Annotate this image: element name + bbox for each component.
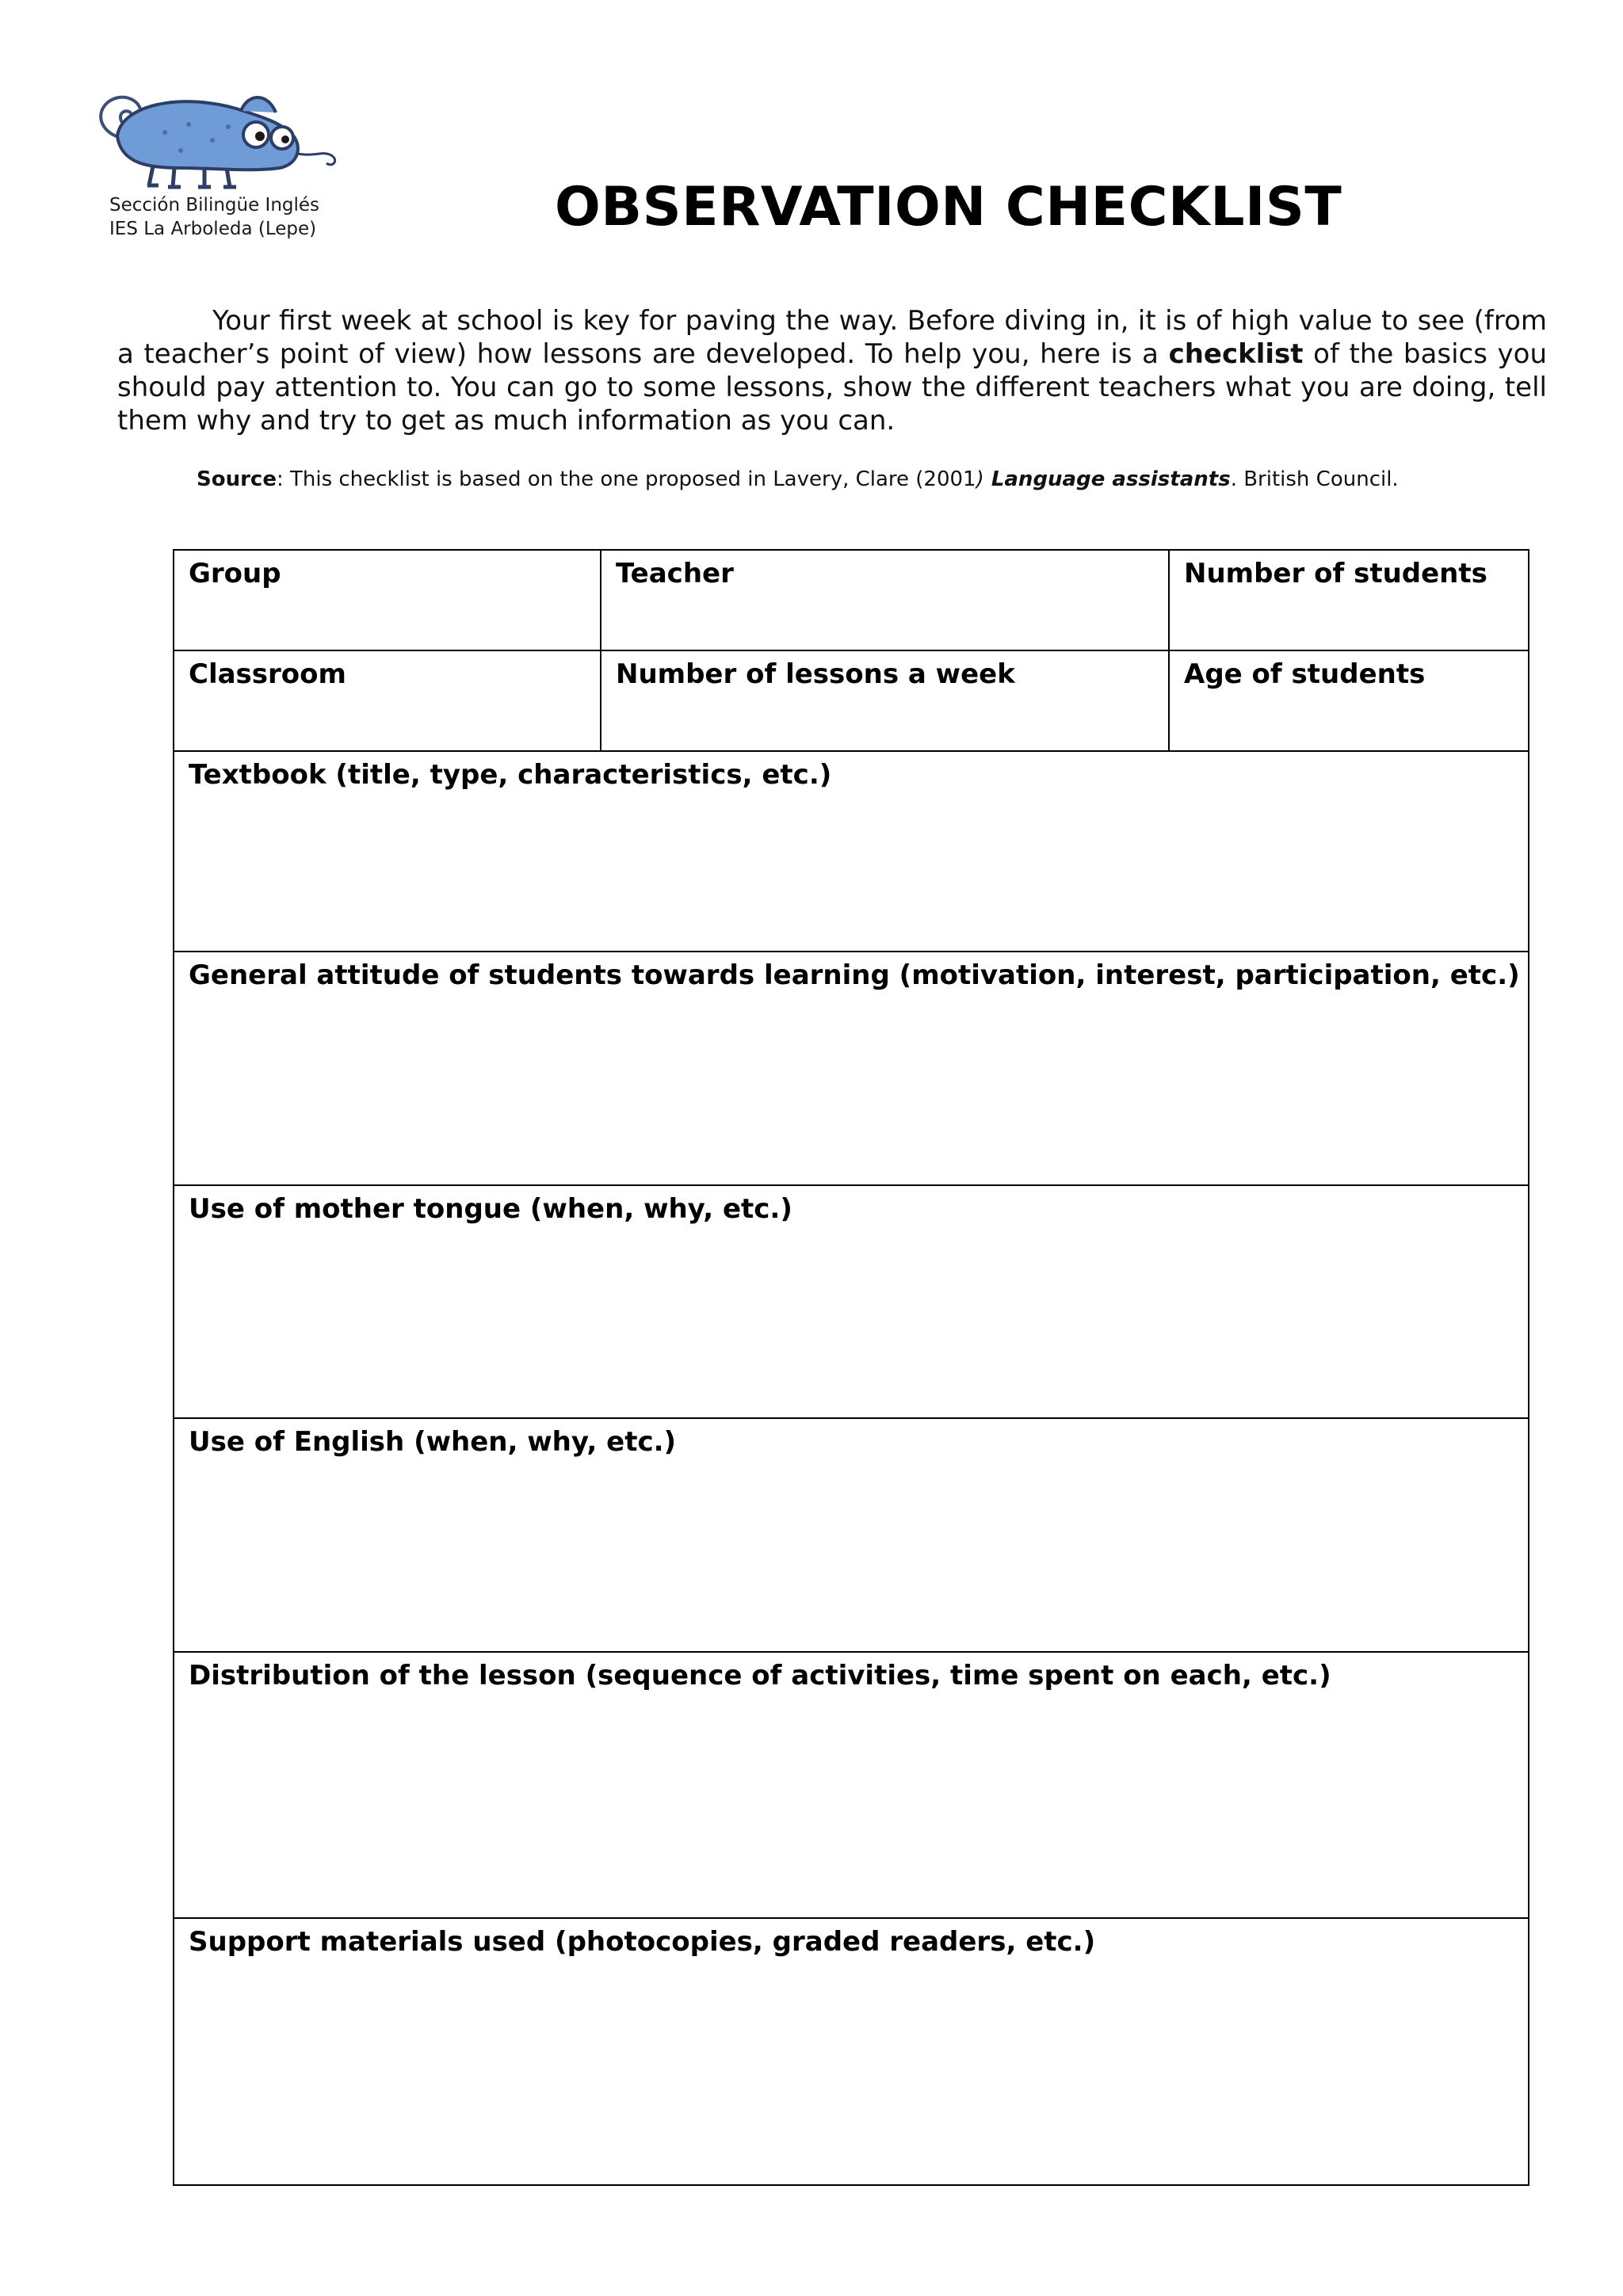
source-paren: ) — [976, 467, 984, 491]
cell-teacher[interactable]: Teacher — [600, 551, 1168, 650]
source-label: Source — [197, 467, 277, 491]
logo-line-1: Sección Bilingüe Inglés — [109, 195, 320, 215]
school-logo — [86, 89, 355, 247]
source-text-2: . British Council. — [1230, 467, 1399, 491]
cell-support-materials[interactable]: Support materials used (photocopies, graded readers, etc.) — [189, 1926, 1096, 1958]
cell-mother-tongue[interactable]: Use of mother tongue (when, why, etc.) — [189, 1193, 792, 1225]
cell-lesson-distribution[interactable]: Distribution of the lesson (sequence of activities, time spent on each, etc.) — [189, 1660, 1331, 1691]
intro-paragraph — [117, 304, 1547, 437]
cell-age-of-students[interactable]: Age of students — [1168, 651, 1528, 750]
cell-classroom[interactable]: Classroom — [189, 658, 346, 690]
source-book-title: Language assistants — [983, 467, 1231, 491]
intro-text-2: of the basics you should pay attention to. You can go to some lessons, show the different teachers what you are doing, tell them why and try to get as much information as you can. — [117, 338, 1547, 437]
table-row — [174, 752, 1528, 952]
cell-number-of-students[interactable]: Number of students — [1168, 551, 1528, 650]
page-title: OBSERVATION CHECKLIST — [555, 176, 1342, 238]
table-row — [174, 551, 1528, 651]
logo-line-2: IES La Arboleda (Lepe) — [109, 219, 317, 239]
cell-use-of-english[interactable]: Use of English (when, why, etc.) — [189, 1426, 677, 1458]
table-row — [174, 1186, 1528, 1419]
table-row — [174, 651, 1528, 752]
cell-group[interactable]: Group — [189, 558, 281, 589]
intro-text-1: Your first week at school is key for paving the way. Before diving in, it is of high value to see (from a teacher’s point of view) how lessons are developed. To help you, here is a — [117, 305, 1547, 370]
source-line — [197, 466, 1591, 493]
intro-bold-word: checklist — [1168, 338, 1304, 370]
cell-lessons-per-week[interactable]: Number of lessons a week — [600, 651, 1168, 750]
table-row — [174, 1653, 1528, 1919]
cell-textbook[interactable]: Textbook (title, type, characteristics, etc.) — [189, 759, 832, 791]
chameleon-logo-icon — [86, 89, 355, 196]
table-row — [174, 952, 1528, 1186]
source-text-1: : This checklist is based on the one proposed in Lavery, Clare (2001 — [276, 467, 976, 491]
cell-general-attitude[interactable]: General attitude of students towards learning (motivation, interest, participation, etc.) — [189, 959, 1520, 991]
table-row — [174, 1419, 1528, 1653]
table-row — [174, 1919, 1528, 2184]
checklist-table — [173, 549, 1529, 2186]
